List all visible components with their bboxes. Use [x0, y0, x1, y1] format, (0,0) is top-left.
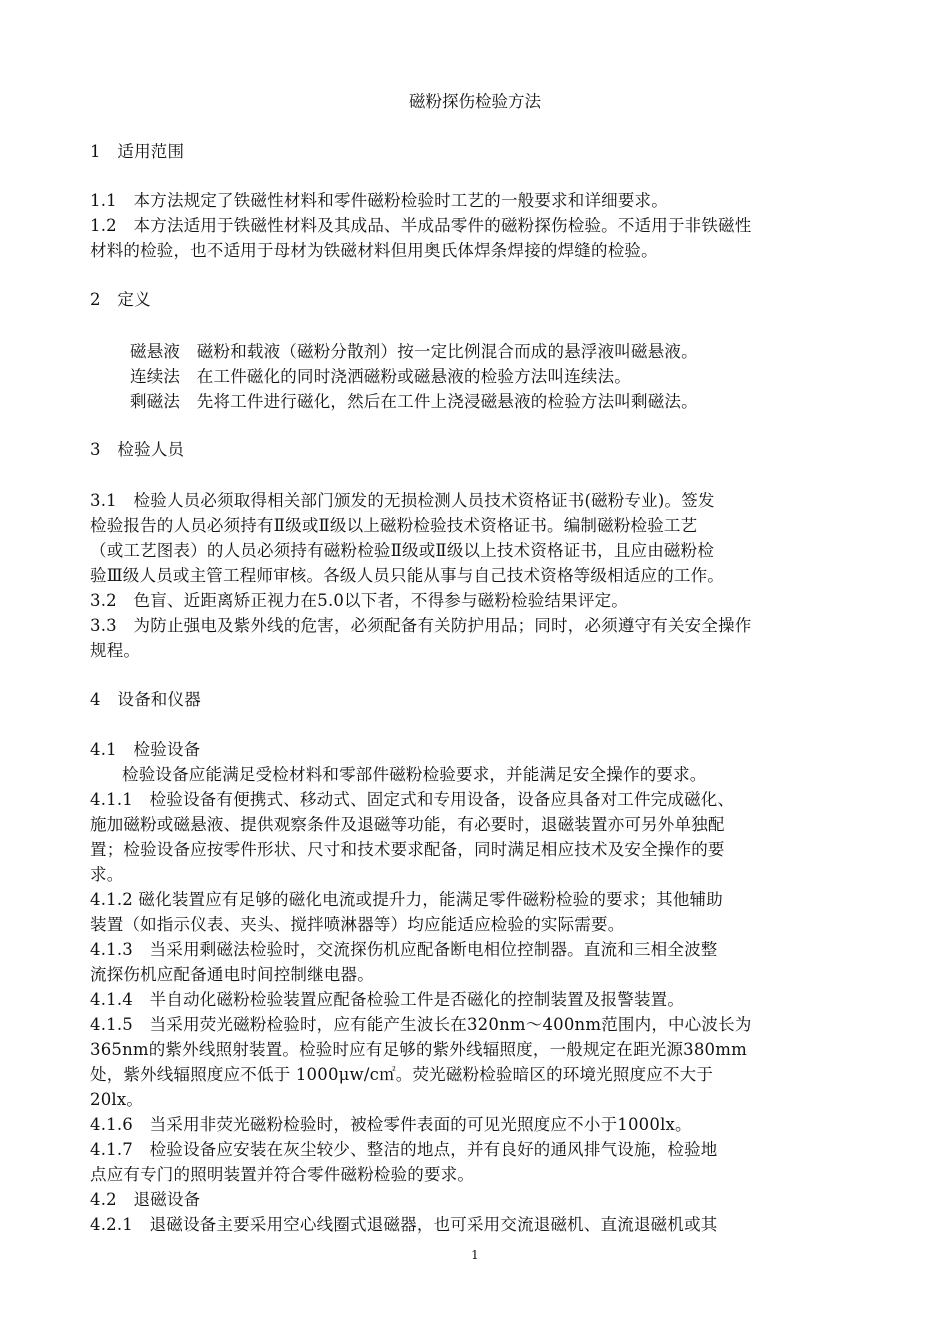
paragraph-line: 置；检验设备应按零件形状、尺寸和技术要求配备，同时满足相应技术及安全操作的要 [90, 840, 725, 859]
section-4-heading: 4 设备和仪器 [90, 690, 201, 709]
definition-line: 剩磁法 先将工件进行磁化，然后在工件上浇浸磁悬液的检验方法叫剩磁法。 [130, 392, 698, 411]
paragraph-line: 3.2 色盲、近距离矫正视力在5.0以下者，不得参与磁粉检验结果评定。 [90, 591, 628, 610]
paragraph-line: 4.1.2 磁化装置应有足够的磁化电流或提升力，能满足零件磁粉检验的要求；其他辅助 [90, 890, 723, 909]
paragraph-line: 装置（如指示仪表、夹头、搅拌喷淋器等）均应能适应检验的实际需要。 [90, 915, 625, 934]
paragraph-line: 检验报告的人员必须持有Ⅱ级或Ⅱ级以上磁粉检验技术资格证书。编制磁粉检验工艺 [90, 516, 698, 535]
paragraph-line: 处，紫外线辐照度应不低于 1000μw/c㎡。荧光磁粉检验暗区的环境光照度应不大于 [90, 1065, 714, 1084]
paragraph-line: 4.2.1 退磁设备主要采用空心线圈式退磁器，也可采用交流退磁机、直流退磁机或其 [90, 1215, 718, 1234]
section-2-heading: 2 定义 [90, 290, 151, 309]
paragraph-line: 检验设备应能满足受检材料和零部件磁粉检验要求，并能满足安全操作的要求。 [122, 765, 707, 784]
paragraph-line: 4.1.3 当采用剩磁法检验时，交流探伤机应配备断电相位控制器。直流和三相全波整 [90, 940, 718, 959]
document-title: 磁粉探伤检验方法 [409, 92, 541, 111]
paragraph-line: 4.1.1 检验设备有便携式、移动式、固定式和专用设备，设备应具备对工件完成磁化、 [90, 790, 735, 809]
paragraph-line: 4.1.6 当采用非荧光磁粉检验时，被检零件表面的可见光照度应不小于1000lx。 [90, 1115, 692, 1134]
section-3-heading: 3 检验人员 [90, 440, 185, 459]
paragraph-line: 20lx。 [90, 1090, 144, 1109]
paragraph-line: 3.1 检验人员必须取得相关部门颁发的无损检测人员技术资格证书(磁粉专业)。签发 [90, 491, 715, 510]
definition-line: 磁悬液 磁粉和载液（磁粉分散剂）按一定比例混合而成的悬浮液叫磁悬液。 [130, 342, 698, 361]
paragraph-line: 3.3 为防止强电及紫外线的危害，必须配备有关防护用品；同时，必须遵守有关安全操作 [90, 616, 752, 635]
paragraph-line: 验Ⅲ级人员或主管工程师审核。各级人员只能从事与自己技术资格等级相适应的工作。 [90, 566, 725, 585]
paragraph-line: 4.1.7 检验设备应安装在灰尘较少、整洁的地点，并有良好的通风排气设施，检验地 [90, 1140, 718, 1159]
paragraph-line: 点应有专门的照明装置并符合零件磁粉检验的要求。 [90, 1165, 475, 1184]
paragraph-line: 施加磁粉或磁悬液、提供观察条件及退磁等功能，有必要时，退磁装置亦可另外单独配 [90, 815, 725, 834]
paragraph-line: 1.2 本方法适用于铁磁性材料及其成品、半成品零件的磁粉探伤检验。不适用于非铁磁性 [90, 216, 752, 235]
paragraph-line: 材料的检验，也不适用于母材为铁磁材料但用奥氏体焊条焊接的焊缝的检验。 [90, 241, 658, 260]
paragraph-line: （或工艺图表）的人员必须持有磁粉检验Ⅱ级或Ⅱ级以上技术资格证书，且应由磁粉检 [90, 541, 715, 560]
paragraph-line: 求。 [90, 865, 124, 884]
subsection-heading: 4.2 退磁设备 [90, 1190, 201, 1209]
paragraph-line: 4.1.5 当采用荧光磁粉检验时，应有能产生波长在320nm～400nm范围内，中心波长为 [90, 1015, 752, 1034]
paragraph-line: 4.1.4 半自动化磁粉检验装置应配备检验工件是否磁化的控制装置及报警装置。 [90, 990, 685, 1009]
subsection-heading: 4.1 检验设备 [90, 740, 201, 759]
section-1-heading: 1 适用范围 [90, 142, 185, 161]
paragraph-line: 流探伤机应配备通电时间控制继电器。 [90, 965, 374, 984]
page-number: 1 [471, 1248, 479, 1262]
paragraph-line: 1.1 本方法规定了铁磁性材料和零件磁粉检验时工艺的一般要求和详细要求。 [90, 191, 668, 210]
paragraph-line: 规程。 [90, 641, 141, 660]
paragraph-line: 365nm的紫外线照射装置。检验时应有足够的紫外线辐照度，一般规定在距光源380mm [90, 1040, 747, 1059]
definition-line: 连续法 在工件磁化的同时浇洒磁粉或磁悬液的检验方法叫连续法。 [130, 367, 631, 386]
